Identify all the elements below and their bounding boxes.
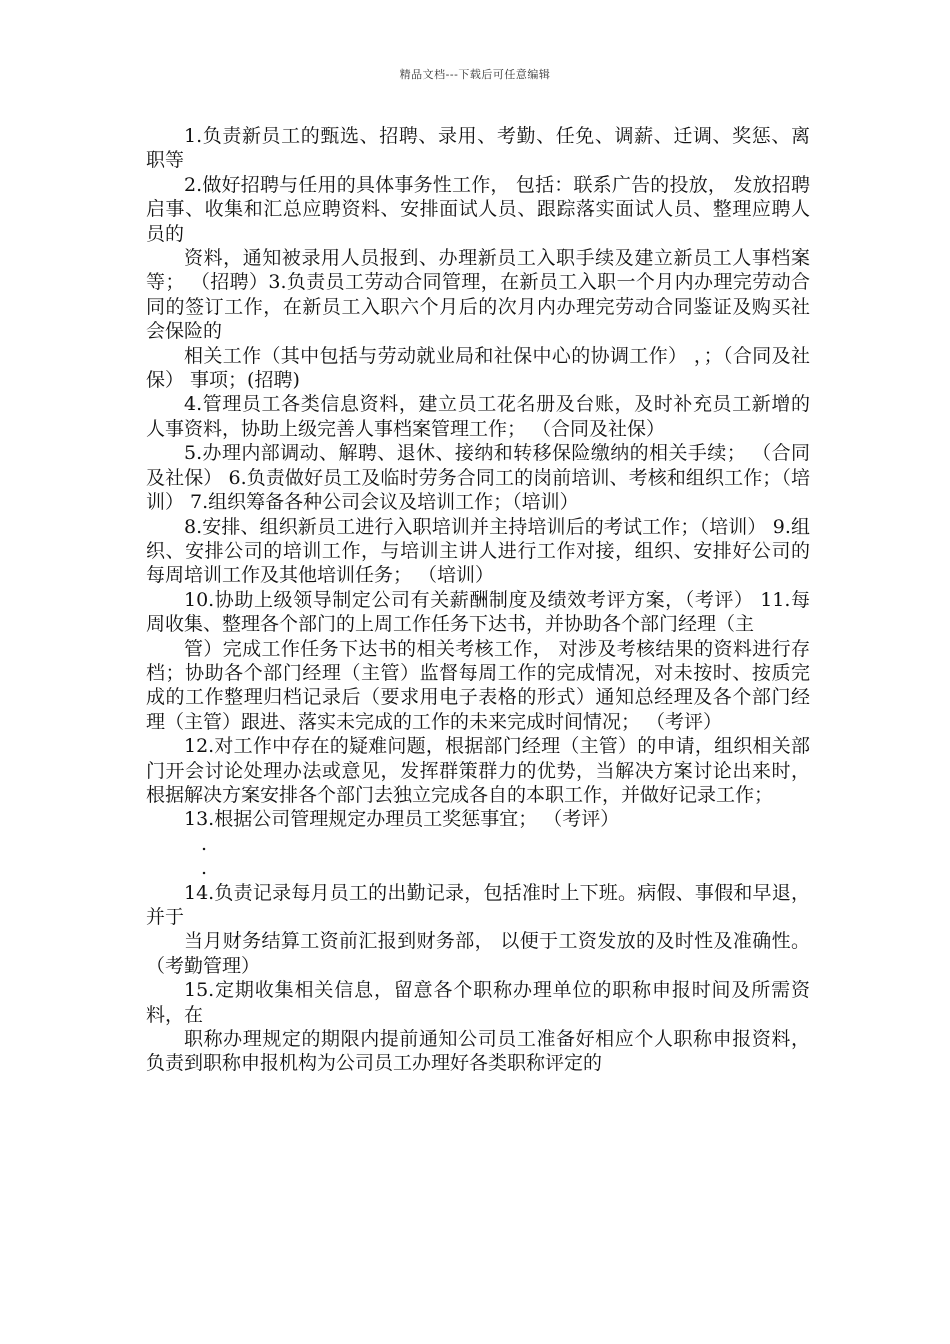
paragraph-11: 13.根据公司管理规定办理员工奖惩事宜； （考评）: [184, 808, 620, 831]
paragraph-15: 职称办理规定的期限内提前通知公司员工准备好相应个人职称申报资料， 负责到职称申报机构为公司员工办理好各类职称评定的: [146, 1028, 810, 1075]
paragraph-10: 12.对工作中存在的疑难问题，根据部门经理（主管）的申请，组织相关部门开会讨论处理办法或意见，发挥群策群力的优势，当解决方案讨论出来时，根据解决方案安排各个部门去独立完成各自的本职工作，并做好记录工作；: [146, 735, 810, 806]
paragraph-14: 15.定期收集相关信息，留意各个职称办理单位的职称申报时间及所需资料，在: [146, 979, 810, 1026]
page-header: 精品文档---下载后可任意编辑: [399, 68, 551, 81]
dot-line-1: .: [201, 832, 208, 855]
paragraph-12: 14.负责记录每月员工的出勤记录，包括准时上下班。病假、事假和早退，并于: [146, 881, 810, 928]
paragraph-3: 资料，通知被录用人员报到、办理新员工入职手续及建立新员工人事档案等； （招聘）3.负责员工劳动合同管理，在新员工入职一个月内办理完劳动合同的签订工作，在新员工入职六个月后的次月内办理完劳动合同鉴证及购买社会保险的: [146, 247, 810, 343]
paragraph-13: 当月财务结算工资前汇报到财务部， 以便于工资发放的及时性及准确性。 （考勤管理）: [146, 930, 810, 977]
paragraph-9: 管）完成工作任务下达书的相关考核工作， 对涉及考核结果的资料进行存档；协助各个部门经理（主管）监督每周工作的完成情况，对未按时、按质完成的工作整理归档记录后（要求用电子表格的形式）通知总经理及各个部门经理（主管）跟进、落实未完成的工作的未来完成时间情况； （考评）: [146, 637, 810, 733]
paragraph-5: 4.管理员工各类信息资料，建立员工花名册及台账，及时补充员工新增的人事资料，协助上级完善人事档案管理工作； （合同及社保）: [146, 393, 810, 440]
paragraph-6: 5.办理内部调动、解聘、退休、接纳和转移保险缴纳的相关手续； （合同及社保） 6.负责做好员工及临时劳务合同工的岗前培训、考核和组织工作；（培训） 7.组织筹备各种公司会议及培训工作；（培训）: [146, 442, 810, 514]
dot-line-2: .: [201, 857, 208, 880]
paragraph-4: 相关工作（其中包括与劳动就业局和社保中心的协调工作） ，；（合同及社保） 事项；(招聘): [146, 344, 810, 392]
paragraph-1: 1.负责新员工的甄选、招聘、录用、考勤、任免、调薪、迁调、奖惩、离职等: [146, 125, 810, 172]
paragraph-8: 10.协助上级领导制定公司有关薪酬制度及绩效考评方案，（考评） 11.每周收集、整理各个部门的上周工作任务下达书，并协助各个部门经理（主: [146, 588, 810, 636]
paragraph-2: 2.做好招聘与任用的具体事务性工作， 包括：联系广告的投放， 发放招聘启事、收集和汇总应聘资料、安排面试人员、跟踪落实面试人员、整理应聘人员的: [146, 173, 810, 245]
paragraph-7: 8.安排、组织新员工进行入职培训并主持培训后的考试工作；（培训） 9.组织、安排公司的培训工作，与培训主讲人进行工作对接，组织、安排好公司的每周培训工作及其他培训任务； （培训）: [146, 515, 810, 587]
document-body: [146, 124, 810, 1076]
